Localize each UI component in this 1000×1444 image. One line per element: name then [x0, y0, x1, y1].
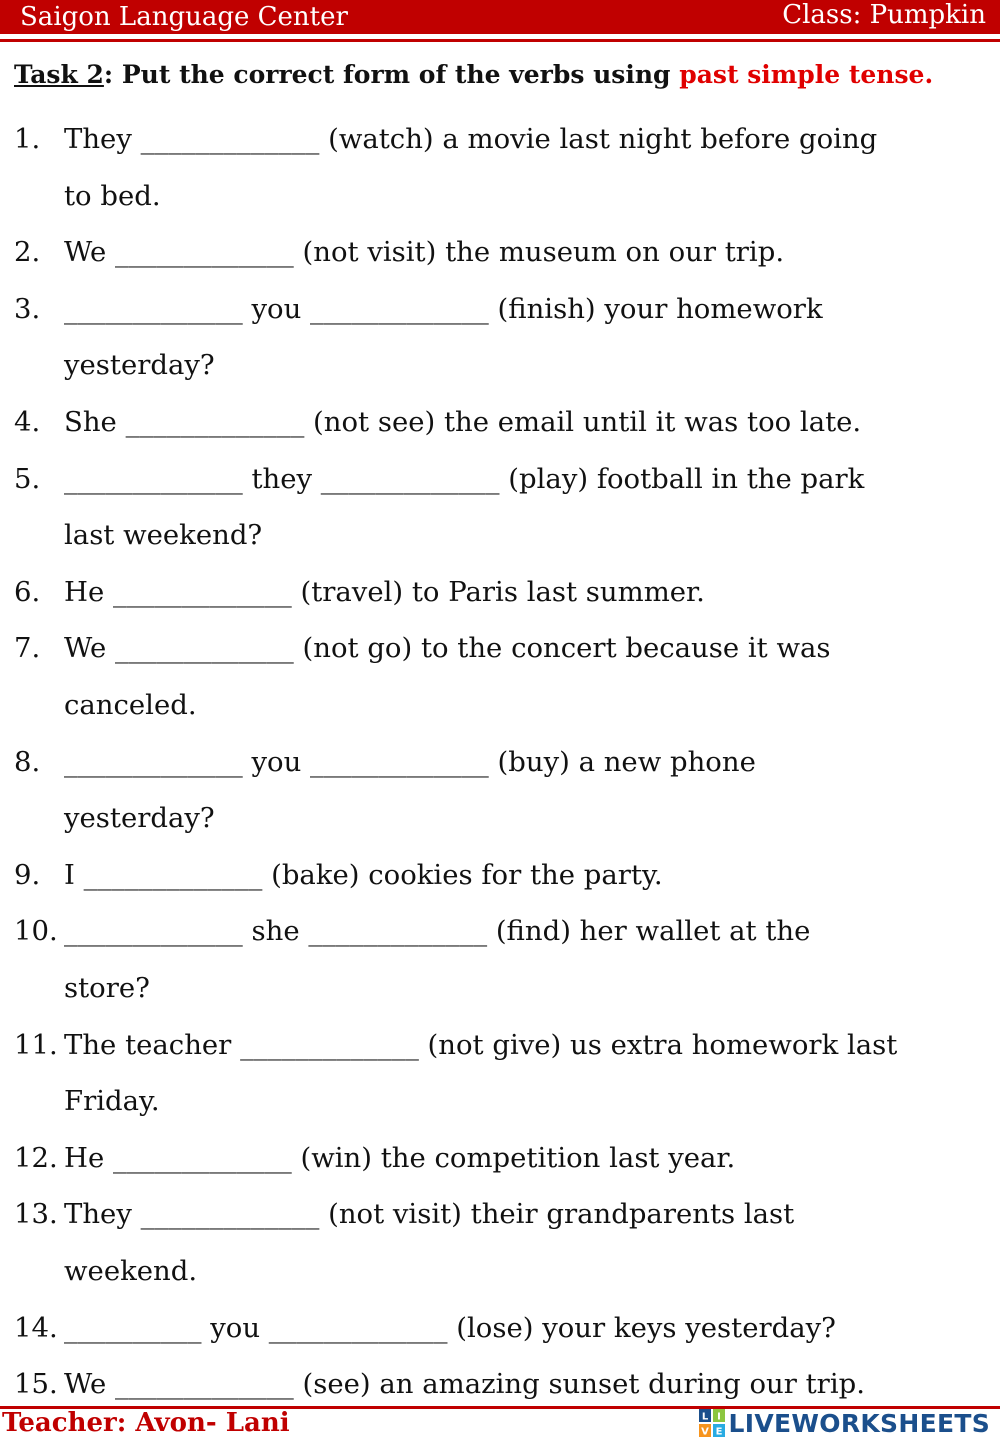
item-number: 11. — [14, 1028, 58, 1061]
item-text: Friday. — [64, 1085, 160, 1118]
item-number: 1. — [14, 123, 41, 155]
class-label: Class: Pumpkin — [782, 0, 986, 30]
task-instruction — [14, 57, 989, 92]
item-text: They _____________ (not visit) their grandparents last — [64, 1198, 795, 1231]
header-bar — [0, 0, 1000, 34]
item-text: last weekend? — [64, 519, 263, 552]
liveworksheets-brand — [699, 1406, 990, 1440]
teacher-name: Teacher: Avon- Lani — [2, 1408, 290, 1438]
item-number: 15. — [14, 1368, 58, 1401]
school-name: Saigon Language Center — [20, 2, 348, 32]
item-text: to bed. — [64, 179, 161, 212]
task-text: : Put the correct form of the verbs using — [103, 60, 680, 89]
item-number: 7. — [14, 632, 41, 665]
item-text: We _____________ (not go) to the concert because it was — [64, 632, 831, 665]
task-highlight: past simple tense. — [679, 60, 934, 89]
item-number: 6. — [14, 575, 41, 608]
item-text: _____________ she _____________ (find) her wallet at the — [64, 915, 811, 948]
liveworksheets-logo-icon — [699, 1409, 725, 1437]
item-text: weekend. — [64, 1255, 198, 1287]
svg-text:L: L — [701, 1411, 708, 1423]
item-text: The teacher _____________ (not give) us extra homework last — [64, 1028, 898, 1061]
task-label: Task 2 — [14, 60, 104, 89]
item-text: We _____________ (see) an amazing sunset during our trip. — [64, 1368, 865, 1401]
item-number: 8. — [14, 745, 41, 778]
item-number: 5. — [14, 462, 41, 495]
svg-text:I: I — [716, 1411, 721, 1423]
item-text: They _____________ (watch) a movie last night before going — [64, 123, 878, 155]
item-text: He _____________ (travel) to Paris last summer. — [64, 575, 705, 608]
item-text: __________ you _____________ (lose) your keys yesterday? — [64, 1311, 836, 1344]
item-number: 3. — [14, 292, 41, 325]
item-text: He _____________ (win) the competition last year. — [64, 1141, 736, 1174]
svg-text:V: V — [700, 1426, 709, 1437]
item-text: canceled. — [64, 689, 197, 721]
item-text: _____________ you _____________ (buy) a new phone — [64, 745, 756, 778]
item-number: 12. — [14, 1141, 58, 1174]
item-text: yesterday? — [64, 349, 215, 382]
brand-text: LIVEWORKSHEETS — [728, 1408, 990, 1438]
item-number: 2. — [14, 236, 41, 269]
item-number: 14. — [14, 1311, 58, 1344]
item-text: We _____________ (not visit) the museum on our trip. — [64, 236, 785, 269]
item-number: 13. — [14, 1198, 58, 1231]
header-rule — [0, 39, 1000, 42]
item-text: She _____________ (not see) the email until it was too late. — [64, 406, 862, 438]
item-number: 4. — [14, 406, 41, 438]
item-text: store? — [64, 972, 150, 1004]
item-text: yesterday? — [64, 802, 215, 835]
item-text: _____________ you _____________ (finish) your homework — [64, 292, 823, 325]
item-text: _____________ they _____________ (play) football in the park — [64, 462, 865, 495]
item-number: 9. — [14, 858, 41, 891]
svg-text:E: E — [715, 1426, 722, 1437]
item-number: 10. — [14, 915, 58, 948]
item-text: I _____________ (bake) cookies for the party. — [64, 858, 663, 891]
